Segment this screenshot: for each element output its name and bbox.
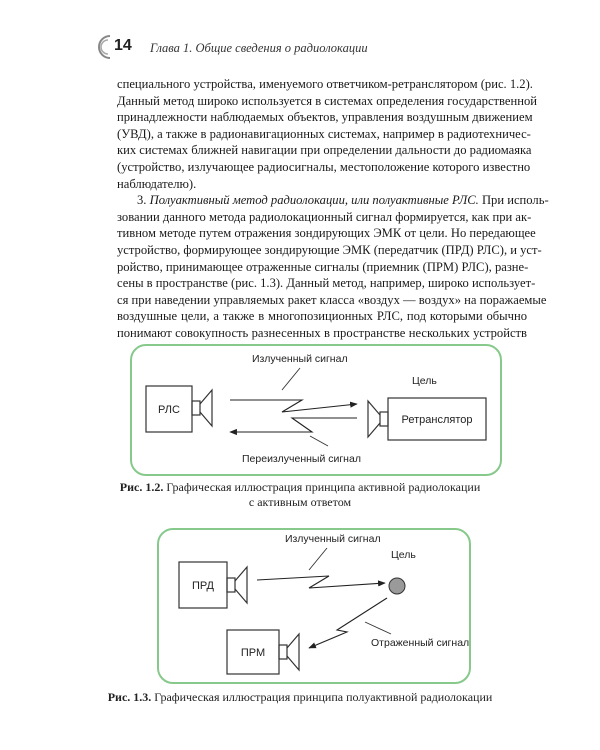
paragraph-3-first-line — [117, 192, 549, 209]
term-polyactive: Полуактивный метод радиолокации, или полуактивные РЛС. — [149, 193, 479, 208]
caption-number: Рис. 1.3. — [107, 690, 152, 704]
emitted-signal-arrow — [257, 576, 385, 588]
caption-text: Графическая иллюстрация принципа активной радиолокации — [166, 480, 481, 494]
text-line: сены в пространстве (рис. 1.3). Данный метод, например, широко использует- — [117, 276, 536, 291]
text-line: ких системах ближней навигации при определении дальности до радиомаяка — [117, 143, 532, 158]
caption-number: Рис. 1.2. — [119, 480, 164, 494]
figure-1-2-diagram — [132, 346, 500, 474]
radar-antenna-icon — [192, 390, 212, 426]
figure-1-3-diagram — [159, 530, 469, 682]
text-line: устройство, формирующее зондирующие ЭМК (передатчик (ПРД) РЛС), и уст- — [117, 242, 542, 257]
caption-text: с активным ответом — [248, 495, 352, 509]
emitted-leader-line — [282, 368, 300, 390]
transponder-label: Ретранслятор — [401, 414, 473, 426]
reemitted-signal-label: Переизлученный сигнал — [242, 453, 361, 465]
reflected-signal-label: Отраженный сигнал — [371, 637, 469, 649]
transponder-antenna-icon — [368, 401, 388, 437]
text-line: (УВД), а также в радионавигационных системах, например в радиотехничес- — [117, 126, 531, 141]
text-line: специального устройства, именуемого ответчиком-ретранслятором (рис. 1.2). — [117, 77, 533, 91]
reemitted-signal-arrow — [230, 418, 357, 432]
figure-1-3-frame — [157, 528, 471, 684]
emitted-signal-arrow — [230, 400, 357, 412]
text-line: наблюдателю). — [117, 176, 197, 191]
target-dot-icon — [389, 578, 405, 594]
transmitter-label: ПРД — [192, 580, 214, 592]
figure-1-3-caption — [70, 690, 530, 705]
running-title: Глава 1. Общие сведения о радиолокации — [150, 41, 368, 55]
text-line: тивном методе путем отражения зондирующих ЭМК от цели. Но передающее — [117, 226, 536, 241]
figure-1-2-frame — [130, 344, 502, 476]
body-text — [117, 76, 549, 342]
text-line: зовании данного метода радиолокационный сигнал формируется, как при ак- — [117, 209, 532, 224]
reflected-leader-line — [365, 622, 391, 634]
text-line: понимают совокупность разнесенных в пространстве нескольких устройств — [117, 325, 527, 340]
emitted-leader-line — [309, 548, 327, 570]
chapter-logo-icon — [92, 34, 114, 60]
text-line: Данный метод широко используется в системах определения государственной — [117, 93, 538, 108]
text-fragment: При исполь- — [481, 193, 549, 208]
receiver-antenna-icon — [279, 634, 299, 670]
text-line: воздушные цели, а также в многопозиционных РЛС, под которыми обычно — [117, 309, 527, 324]
reemitted-leader-line — [310, 436, 328, 446]
text-line: ся при наведении управляемых ракет класса «воздух — воздух» на поражаемые — [117, 292, 547, 307]
running-header — [92, 36, 552, 60]
receiver-label: ПРМ — [240, 647, 266, 659]
figure-1-2-caption — [70, 480, 530, 510]
page-number: 14 — [114, 37, 132, 54]
text-line: принадлежности наблюдаемых объектов, управления воздушным движением — [117, 110, 533, 125]
list-number: 3. — [137, 193, 147, 208]
text-line: ройство, принимающее отраженные сигналы (приемник (ПРМ) РЛС), разне- — [117, 259, 529, 274]
emitted-signal-label: Излученный сигнал — [285, 533, 381, 545]
transmitter-antenna-icon — [227, 567, 247, 603]
radar-label: РЛС — [158, 404, 180, 416]
emitted-signal-label: Излученный сигнал — [252, 353, 348, 365]
target-label: Цель — [412, 375, 437, 387]
target-label: Цель — [391, 549, 416, 561]
text-line: (устройство, излучающее радиосигналы, местоположение которого известно — [117, 159, 531, 174]
caption-text: Графическая иллюстрация принципа полуактивной радиолокации — [154, 690, 493, 704]
